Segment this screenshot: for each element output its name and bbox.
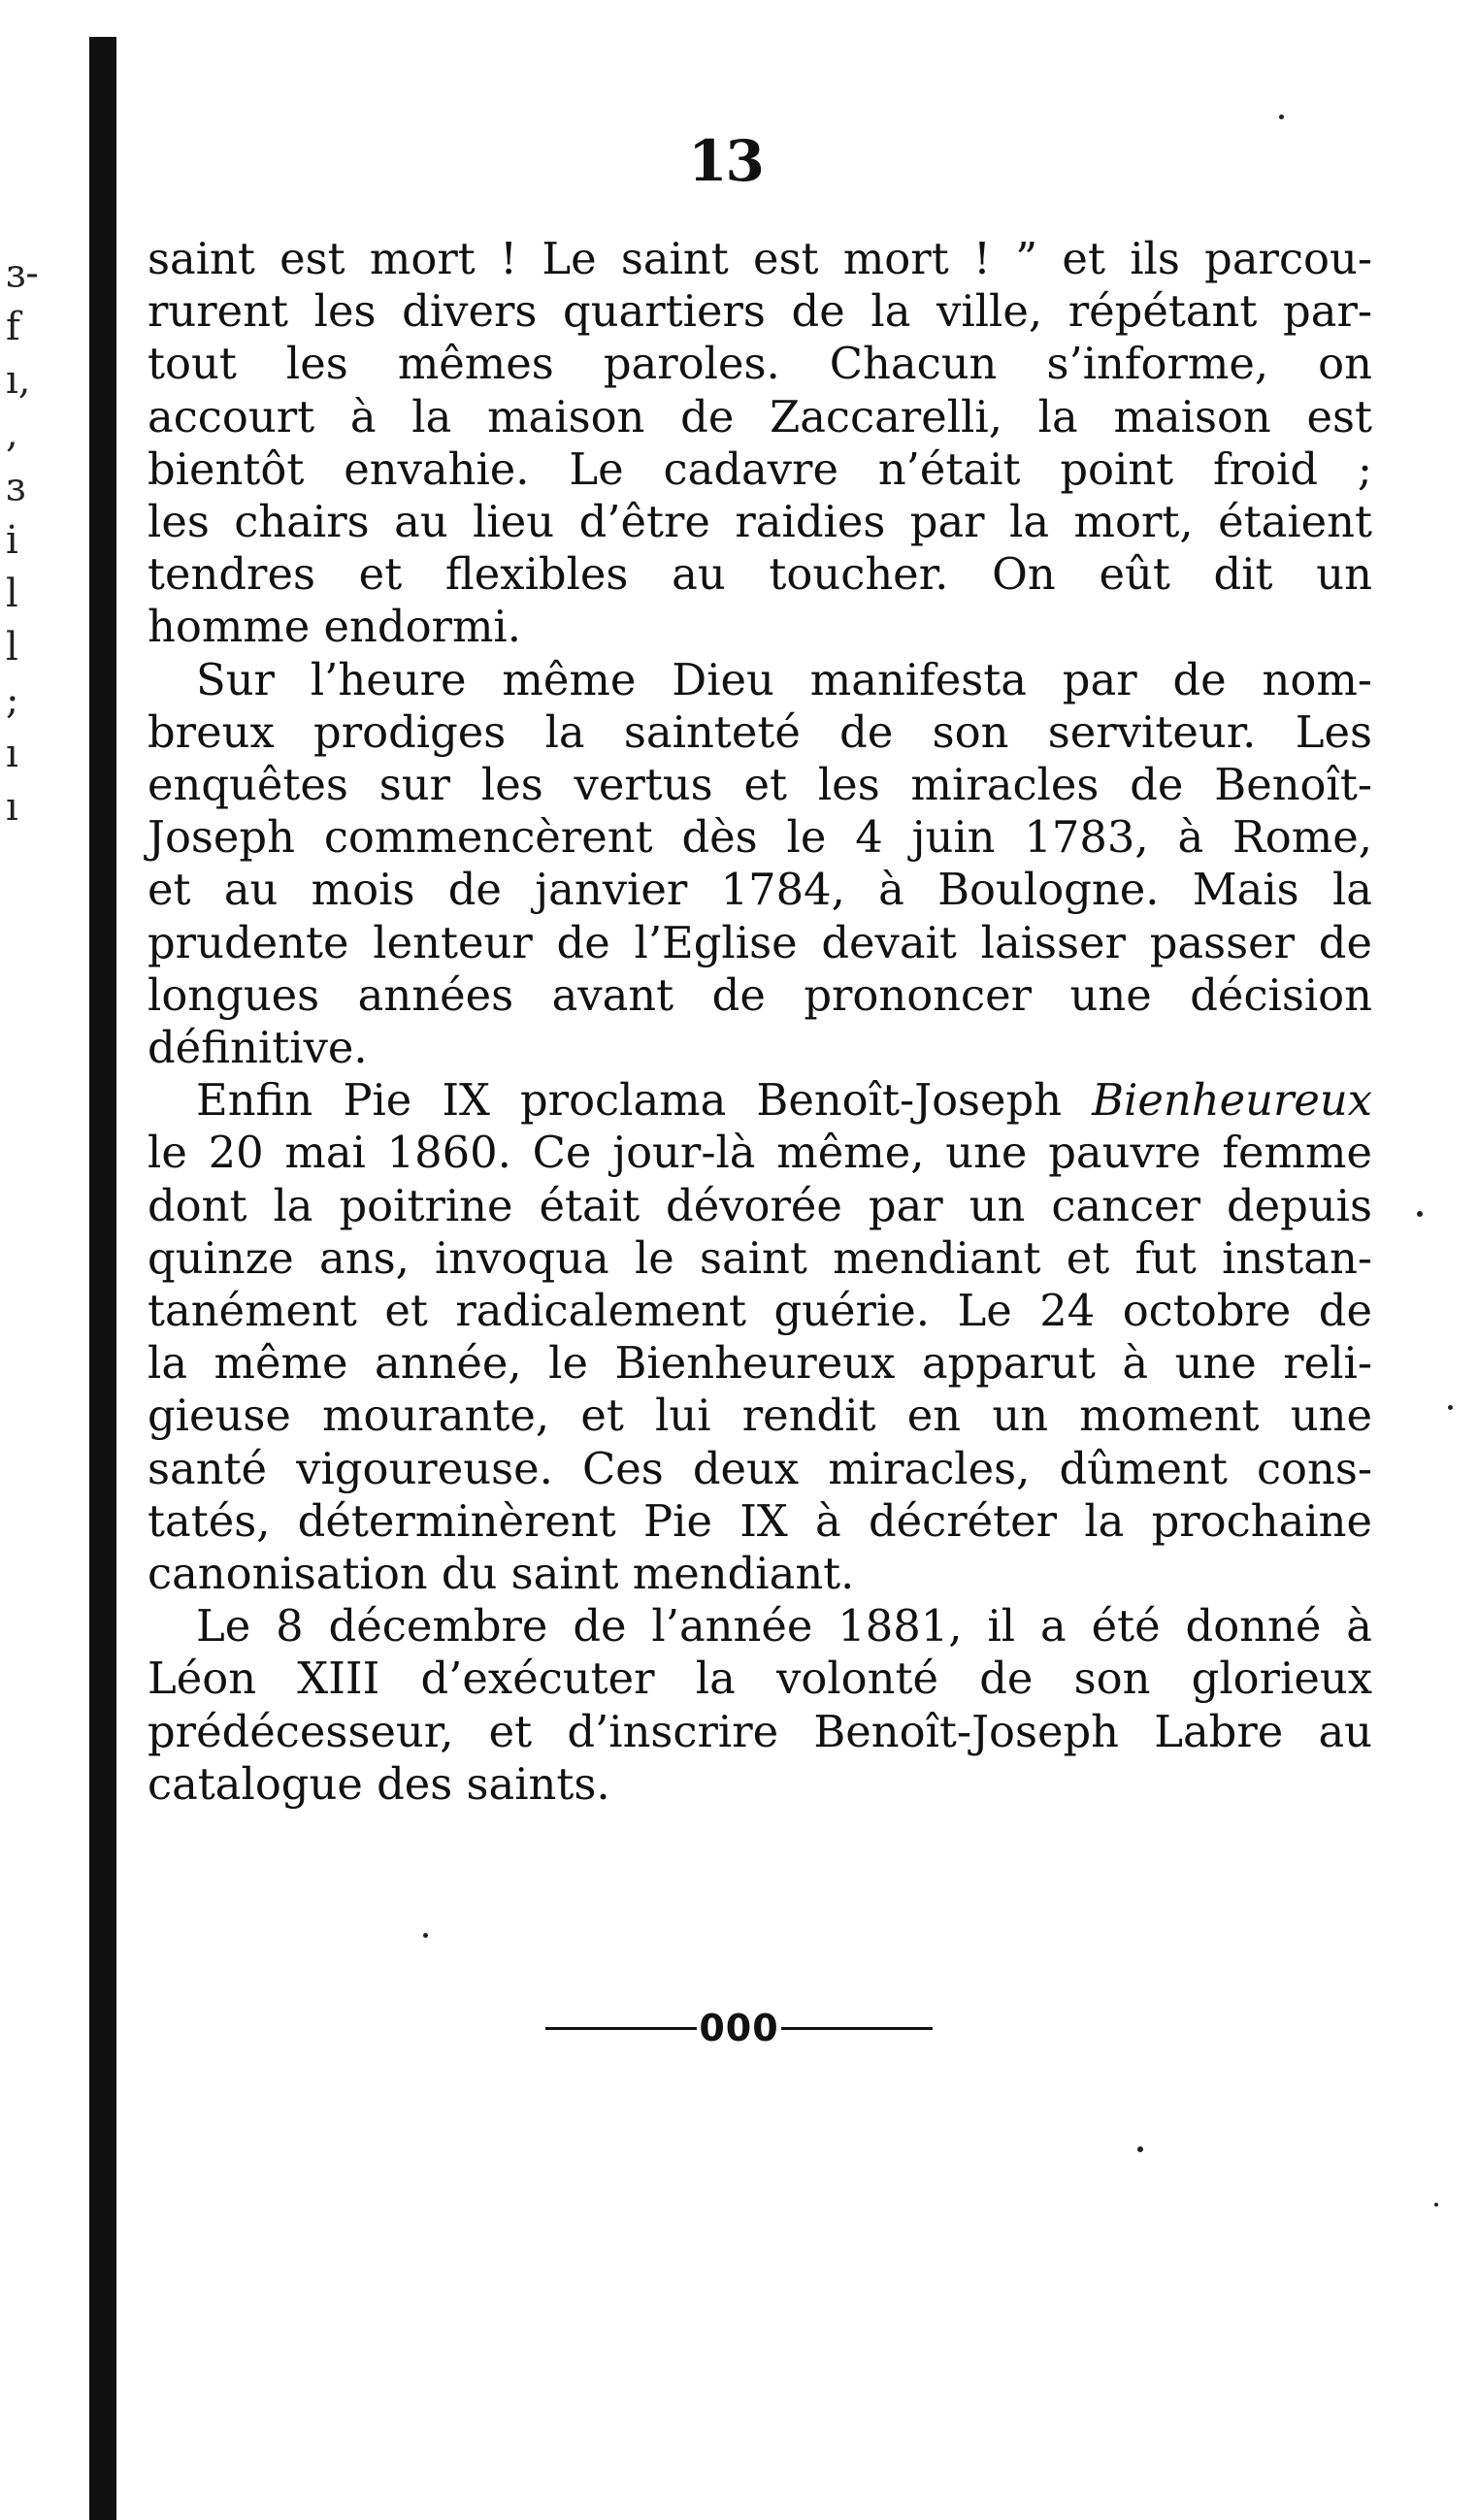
text-line: Joseph commencèrent dès le 4 juin 1783, à Rome, bbox=[148, 811, 1372, 864]
text-line: longues années avant de prononcer une décision bbox=[148, 968, 1372, 1021]
section-separator bbox=[0, 2007, 1478, 2049]
margin-fragment: f bbox=[6, 305, 20, 349]
text-line: Le 8 décembre de l’année 1881, il a été donné à bbox=[196, 1600, 1372, 1653]
paragraph bbox=[148, 654, 1372, 1075]
text-line: et au mois de janvier 1784, à Boulogne. Mais la bbox=[148, 864, 1372, 916]
text-line: tout les mêmes paroles. Chacun s’informe, on bbox=[148, 338, 1372, 390]
text-line: catalogue des saints. bbox=[148, 1757, 610, 1810]
margin-fragment: ɜ bbox=[6, 465, 26, 509]
scan-speck bbox=[1417, 1211, 1423, 1217]
margin-fragment: ı, bbox=[6, 358, 31, 403]
text-line: enquêtes sur les vertus et les miracles de Benoît- bbox=[148, 759, 1372, 811]
text-line: tendres et flexibles au toucher. On eût dit un bbox=[148, 548, 1372, 601]
text-line: Sur l’heure même Dieu manifesta par de nom- bbox=[196, 653, 1372, 705]
text-line: définitive. bbox=[148, 1022, 368, 1074]
scan-speck bbox=[1279, 115, 1284, 119]
margin-fragment: i bbox=[6, 518, 18, 563]
margin-fragment: , bbox=[6, 411, 18, 456]
text-line: Léon XIII d’exécuter la volonté de son glorieux bbox=[148, 1653, 1372, 1705]
margin-fragment: ı bbox=[6, 732, 18, 776]
text-line: breux prodiges la sainteté de son serviteur. Les bbox=[148, 705, 1372, 758]
text-line: santé vigoureuse. Ces deux miracles, dûment cons- bbox=[148, 1442, 1372, 1494]
page-binding-edge bbox=[89, 37, 116, 2520]
text-line: rurent les divers quartiers de la ville, répétant par- bbox=[148, 285, 1372, 338]
scan-speck bbox=[423, 1933, 428, 1938]
margin-fragment: ɜ- bbox=[6, 251, 39, 296]
separator-rule-left bbox=[545, 2027, 697, 2030]
text-line bbox=[148, 1074, 1372, 1127]
text-line: prudente lenteur de l’Eglise devait laisser passer de bbox=[148, 916, 1372, 968]
left-margin-fragments bbox=[6, 247, 45, 835]
text-line: saint est mort ! Le saint est mort ! ” et ils parcou- bbox=[148, 233, 1372, 284]
text-line: bientôt envahie. Le cadavre n’était point froid ; bbox=[148, 442, 1372, 495]
italic-word: Bienheureux bbox=[1092, 1074, 1372, 1127]
page-body-text bbox=[148, 233, 1372, 1811]
paragraph bbox=[148, 233, 1372, 654]
margin-fragment: l bbox=[6, 625, 18, 670]
scan-speck bbox=[1137, 2146, 1143, 2152]
text-line: quinze ans, invoqua le saint mendiant et fut instan- bbox=[148, 1231, 1372, 1284]
text-line: le 20 mai 1860. Ce jour-là même, une pauvre femme bbox=[148, 1127, 1372, 1179]
text-line: dont la poitrine était dévorée par un cancer depuis bbox=[148, 1179, 1372, 1231]
text-run: Enfin Pie IX proclama Benoît-Joseph bbox=[196, 1074, 1093, 1127]
margin-fragment: ; bbox=[6, 678, 19, 723]
margin-fragment: l bbox=[6, 572, 18, 616]
paragraph bbox=[148, 1600, 1372, 1811]
paragraph bbox=[148, 1074, 1372, 1600]
text-line: homme endormi. bbox=[148, 601, 521, 653]
text-line: prédécesseur, et d’inscrire Benoît-Joseph Labre au bbox=[148, 1705, 1372, 1757]
page-number: 13 bbox=[688, 128, 763, 194]
text-line: accourt à la maison de Zaccarelli, la maison est bbox=[148, 390, 1372, 442]
text-line: la même année, le Bienheureux apparut à une reli- bbox=[148, 1337, 1372, 1390]
text-line: les chairs au lieu d’être raidies par la mort, étaient bbox=[148, 496, 1372, 548]
text-line: tanément et radicalement guérie. Le 24 octobre de bbox=[148, 1285, 1372, 1337]
text-line: tatés, déterminèrent Pie IX à décréter la prochaine bbox=[148, 1494, 1372, 1547]
separator-rule-right bbox=[781, 2027, 933, 2030]
scan-speck bbox=[1448, 1405, 1453, 1410]
text-line: gieuse mourante, et lui rendit en un moment une bbox=[148, 1390, 1372, 1442]
text-line: canonisation du saint mendiant. bbox=[148, 1548, 855, 1600]
separator-mark: 000 bbox=[699, 2007, 779, 2049]
scan-speck bbox=[1434, 2203, 1438, 2207]
margin-fragment: ı bbox=[6, 785, 18, 830]
